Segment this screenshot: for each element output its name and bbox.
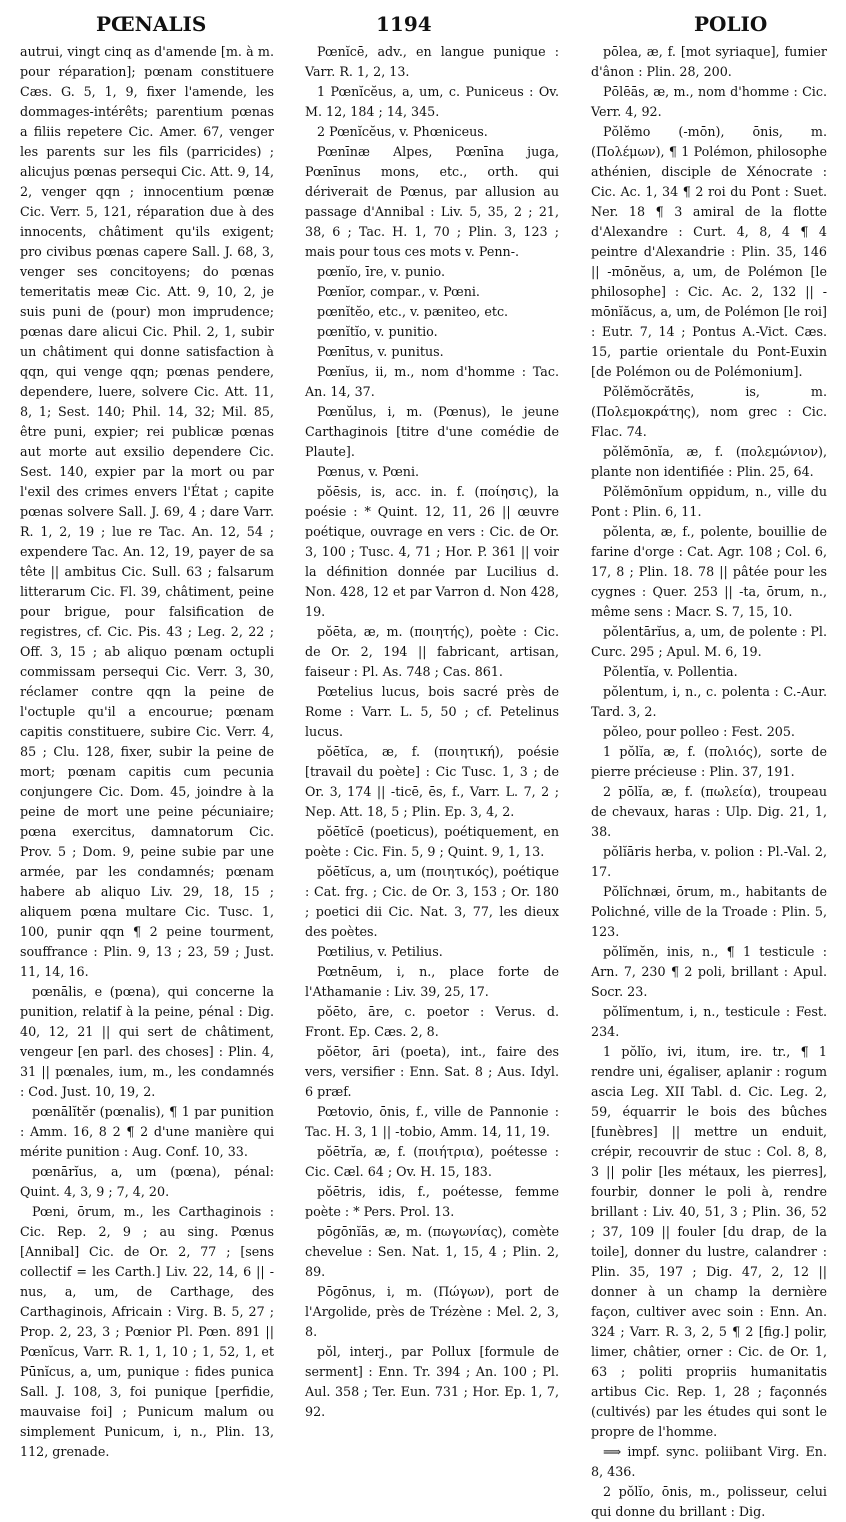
dictionary-entry: pŏlenta, æ, f., polente, bouillie de farine d'orge : Cat. Agr. 108 ; Col. 6, 17, 8 ; Plin. 18. 78 || pâtée pour les cygnes : Quer. 253 || -ta, ōrum, n., même sens : Macr. S. 7, 15, 10. bbox=[591, 524, 827, 619]
column-1 bbox=[20, 42, 274, 1459]
header-right-guideword: POLIO bbox=[694, 12, 768, 36]
column-2 bbox=[305, 42, 559, 1419]
dictionary-entry: pŏētĭcus, a, um (ποιητικός), poétique : Cat. frg. ; Cic. de Or. 3, 153 ; Or. 180 ; poetici dii Cic. Nat. 3, 77, les dieux des poètes. bbox=[305, 864, 559, 939]
dictionary-entry: Pœni, ōrum, m., les Carthaginois : Cic. Rep. 2, 9 ; au sing. Pœnus [Annibal] Cic. de Or. 2, 77 ; [sens collectif = les Carth.] Liv. 22, 14, 6 || -nus, a, um, de Carthage, des Carthaginois, Africain : Virg. B. 5, 27 ; Prop. 2, 23, 3 ; Pœnior Pl. Pœn. 891 || Pœnĭcus, Varr. R. 1, 1, 10 ; 1, 52, 1, et Pūnĭcus, a, um, punique : fides punica Sall. J. 108, 3, foi punique [perfidie, mauvaise foi] ; Punicum malum ou simplement Punicum, i, n., Plin. 13, 112, grenade. bbox=[20, 1204, 274, 1459]
dictionary-entry: Pœnĭus, ii, m., nom d'homme : Tac. An. 14, 37. bbox=[305, 364, 559, 399]
dictionary-entry: pŏētris, idis, f., poétesse, femme poète : * Pers. Prol. 13. bbox=[305, 1184, 559, 1219]
dictionary-entry: pŏēta, æ, m. (ποιητής), poète : Cic. de Or. 2, 194 || fabricant, artisan, faiseur : Pl. As. 748 ; Cas. 861. bbox=[305, 624, 559, 679]
dictionary-entry: Pœtelius lucus, bois sacré près de Rome : Varr. L. 5, 50 ; cf. Petelinus lucus. bbox=[305, 684, 559, 739]
page-number: 1194 bbox=[376, 12, 432, 36]
dictionary-entry: Pœnĭcē, adv., en langue punique : Varr. R. 1, 2, 13. bbox=[305, 44, 559, 79]
dictionary-entry: pŏlĕmōnĭa, æ, f. (πολεμώνιον), plante non identifiée : Plin. 25, 64. bbox=[591, 444, 827, 479]
dictionary-entry: Pœtovio, ōnis, f., ville de Pannonie : Tac. H. 3, 1 || -tobio, Amm. 14, 11, 19. bbox=[305, 1104, 559, 1139]
dictionary-entry: pōlea, æ, f. [mot syriaque], fumier d'ânon : Plin. 28, 200. bbox=[591, 44, 827, 79]
dictionary-entry: autrui, vingt cinq as d'amende [m. à m. pour réparation]; pœnam constituere Cæs. G. 5, 1, 9, fixer l'amende, les dommages-intérêts; parentium pœnas a filiis repetere Cic. Amer. 67, venger les parents sur les fils (parricides) ; alicujus pœnas persequi Cic. Att. 9, 14, 2, venger qqn ; innocentium pœnæ Cic. Verr. 5, 121, réparation due à des innocents, châtiment qu'ils exigent; pro civibus pœnas capere Sall. J. 68, 3, venger ses concitoyens; do pœnas temeritatis meæ Cic. Att. 9, 10, 2, je suis puni de (pour) mon imprudence; pœnas dare alicui Cic. Phil. 2, 1, subir un châtiment qui donne satisfaction à qqn, qui venge qqn; pœnas pendere, dependere, luere, solvere Cic. Att. 11, 8, 1; Sest. 140; Phil. 14, 32; Mil. 85, être puni, expier; rei publicæ pœnas aut morte aut exsilio dependere Cic. Sest. 140, expier par la mort ou par l'exil des crimes envers l'État ; capite pœnas solvere Sall. J. 69, 4 ; dare Varr. R. 1, 2, 19 ; lue re Tac. An. 12, 54 ; expendere Tac. An. 12, 19, payer de sa tête || ambitus Cic. Sull. 63 ; falsarum litterarum Cic. Fl. 39, châtiment, peine pour brigue, pour falsification de registres, cf. Cic. Pis. 43 ; Leg. 2, 22 ; Off. 3, 15 ; ab aliquo pœnam octupli commissam persequi Cic. Verr. 3, 30, réclamer contre qqn la peine de l'octuple qu'il a encourue; pœnam capitis constituere, subire Cic. Verr. 4, 85 ; Clu. 128, fixer, subir la peine de mort; pœnam capitis cum pecunia conjungere Cic. Dom. 45, joindre à la peine de mort une peine pécuniaire; pœna exercitus, damnatorum Cic. Prov. 5 ; Dom. 9, peine subie par une armée, par les condamnés; pœnam habere ab aliquo Liv. 29, 18, 15 ; aliquem pœna multare Cic. Tusc. 1, 100, punir qqn ¶ 2 peine tourment, souffrance : Plin. 9, 13 ; 23, 59 ; Just. 11, 14, 16. bbox=[20, 44, 274, 979]
dictionary-entry: Pœtnēum, i, n., place forte de l'Athamanie : Liv. 39, 25, 17. bbox=[305, 964, 559, 999]
dictionary-entry: pœnārĭus, a, um (pœna), pénal: Quint. 4, 3, 9 ; 7, 4, 20. bbox=[20, 1164, 274, 1199]
dictionary-entry: pŏleo, pour polleo : Fest. 205. bbox=[603, 724, 795, 739]
dictionary-entry: pœnĭtĭo, v. punitio. bbox=[317, 324, 438, 339]
dictionary-entry: 1 pŏlĭa, æ, f. (πολιός), sorte de pierre précieuse : Plin. 37, 191. bbox=[591, 744, 827, 779]
dictionary-entry: pōgōnĭās, æ, m. (πωγωνίας), comète chevelue : Sen. Nat. 1, 15, 4 ; Plin. 2, 89. bbox=[305, 1224, 559, 1279]
dictionary-entry: 1 Pœnĭcĕus, a, um, c. Puniceus : Ov. M. 12, 184 ; 14, 345. bbox=[305, 84, 559, 119]
dictionary-entry: Pŏlĕmōnĭum oppidum, n., ville du Pont : Plin. 6, 11. bbox=[591, 484, 827, 519]
dictionary-entry: pŏlĭmĕn, inis, n., ¶ 1 testicule : Arn. 7, 230 ¶ 2 poli, brillant : Apul. Socr. 23. bbox=[591, 944, 827, 999]
dictionary-entry: Pœtilius, v. Petilius. bbox=[317, 944, 443, 959]
dictionary-entry: pœnālĭtĕr (pœnalis), ¶ 1 par punition : Amm. 16, 8 2 ¶ 2 d'une manière qui mérite punition : Aug. Conf. 10, 33. bbox=[20, 1104, 274, 1159]
dictionary-entry: pŏētrĭa, æ, f. (ποιήτρια), poétesse : Cic. Cæl. 64 ; Ov. H. 15, 183. bbox=[305, 1144, 559, 1179]
text-columns bbox=[0, 42, 846, 1519]
dictionary-entry: pœnĭtĕo, etc., v. pæniteo, etc. bbox=[317, 304, 509, 319]
dictionary-entry: Pŏlĕmo (-mōn), ōnis, m. (Πολέμων), ¶ 1 Polémon, philosophe athénien, disciple de Xénocrate : Cic. Ac. 1, 34 ¶ 2 roi du Pont : Suet. Ner. 18 ¶ 3 amiral de la flotte d'Alexandre : Curt. 4, 8, 4 ¶ 4 peintre d'Alexandrie : Plin. 35, 146 || -mōnĕus, a, um, de Polémon [le philosophe] : Cic. Ac. 2, 132 || -mōnĭăcus, a, um, de Polémon [le roi] : Eutr. 7, 14 ; Pontus A.-Vict. Cæs. 15, partie orientale du Pont-Euxin [de Polémon ou de Polémonium]. bbox=[591, 124, 827, 379]
column-3 bbox=[591, 42, 827, 1519]
dictionary-entry: Pōgōnus, i, m. (Πώγων), port de l'Argolide, près de Trézène : Mel. 2, 3, 8. bbox=[305, 1284, 559, 1339]
dictionary-entry: pŏētĭcē (poeticus), poétiquement, en poète : Cic. Fin. 5, 9 ; Quint. 9, 1, 13. bbox=[305, 824, 559, 859]
dictionary-entry: 2 pŏlĭo, ōnis, m., polisseur, celui qui donne du brillant : Dig. bbox=[591, 1484, 827, 1519]
dictionary-entry: pŏētor, āri (poeta), int., faire des vers, versifier : Enn. Sat. 8 ; Aus. Idyl. 6 præf. bbox=[305, 1044, 559, 1099]
dictionary-entry: Pŏlĭchnæi, ōrum, m., habitants de Polichné, ville de la Troade : Plin. 5, 123. bbox=[591, 884, 827, 939]
dictionary-entry: 2 Pœnĭcĕus, v. Phœniceus. bbox=[317, 124, 488, 139]
dictionary-entry: pŏlentum, i, n., c. polenta : C.-Aur. Tard. 3, 2. bbox=[591, 684, 827, 719]
dictionary-entry: Pœnŭlus, i, m. (Pœnus), le jeune Carthaginois [titre d'une comédie de Plaute]. bbox=[305, 404, 559, 459]
dictionary-entry: pœnĭo, īre, v. punio. bbox=[317, 264, 445, 279]
dictionary-entry: Pōlēās, æ, m., nom d'homme : Cic. Verr. 4, 92. bbox=[591, 84, 827, 119]
dictionary-entry: Pŏlĕmŏcrătēs, is, m. (Πολεμοκράτης), nom grec : Cic. Flac. 74. bbox=[591, 384, 827, 439]
dictionary-entry: pœnālis, e (pœna), qui concerne la punition, relatif à la peine, pénal : Dig. 40, 12, 21 || qui sert de châtiment, vengeur [en parl. des choses] : Plin. 4, 31 || pœnales, ium, m., les condamnés : Cod. Just. 10, 19, 2. bbox=[20, 984, 274, 1099]
running-head bbox=[0, 6, 846, 40]
dictionary-entry: pŏlentārĭus, a, um, de polente : Pl. Curc. 295 ; Apul. M. 6, 19. bbox=[591, 624, 827, 659]
dictionary-entry: Pœnītus, v. punitus. bbox=[317, 344, 444, 359]
dictionary-entry: pŏlĭmentum, i, n., testicule : Fest. 234. bbox=[591, 1004, 827, 1039]
dictionary-entry: pŏēto, āre, c. poetor : Verus. d. Front. Ep. Cæs. 2, 8. bbox=[305, 1004, 559, 1039]
dictionary-entry: pŏētĭca, æ, f. (ποιητική), poésie [travail du poète] : Cic Tusc. 1, 3 ; de Or. 3, 174 || -ticē, ēs, f., Varr. L. 7, 2 ; Nep. Att. 18, 5 ; Plin. Ep. 3, 4, 2. bbox=[305, 744, 559, 819]
dictionary-entry: pŏēsis, is, acc. in. f. (ποίησις), la poésie : * Quint. 12, 11, 26 || œuvre poétique, ouvrage en vers : Cic. de Or. 3, 100 ; Tusc. 4, 71 ; Hor. P. 361 || voir la définition donnée par Lucilius d. Non. 428, 12 et par Varron d. Non 428, 19. bbox=[305, 484, 559, 619]
dictionary-entry: pŏlĭāris herba, v. polion : Pl.-Val. 2, 17. bbox=[591, 844, 827, 879]
header-left-guideword: PŒNALIS bbox=[96, 12, 207, 36]
dictionary-entry: pŏl, interj., par Pollux [formule de serment] : Enn. Tr. 394 ; An. 100 ; Pl. Aul. 358 ; Ter. Eun. 731 ; Hor. Ep. 1, 7, 92. bbox=[305, 1344, 559, 1419]
dictionary-entry: Pœnĭor, compar., v. Pœni. bbox=[317, 284, 480, 299]
dictionary-entry: ⟹ impf. sync. poliibant Virg. En. 8, 436. bbox=[591, 1444, 827, 1479]
dictionary-entry: Pœnus, v. Pœni. bbox=[317, 464, 420, 479]
dictionary-entry: Pŏlentĭa, v. Pollentia. bbox=[603, 664, 738, 679]
dictionary-entry: 2 pōlĭa, æ, f. (πωλεία), troupeau de chevaux, haras : Ulp. Dig. 21, 1, 38. bbox=[591, 784, 827, 839]
dictionary-entry: Pœnīnæ Alpes, Pœnīna juga, Pœnīnus mons, etc., orth. qui dériverait de Pœnus, par allusion au passage d'Annibal : Liv. 5, 35, 2 ; 21, 38, 6 ; Tac. H. 1, 70 ; Plin. 3, 123 ; mais pour tous ces mots v. Penn-. bbox=[305, 144, 559, 259]
dictionary-entry: 1 pŏlĭo, ivi, itum, ire. tr., ¶ 1 rendre uni, égaliser, aplanir : rogum ascia Leg. XII Tabl. d. Cic. Leg. 2, 59, équarrir le bois des bûches [funèbres] || mettre un enduit, crépir, recouvrir de stuc : Col. 8, 8, 3 || polir [les métaux, les pierres], fourbir, donner le poli à, rendre brillant : Liv. 40, 51, 3 ; Plin. 36, 52 ; 37, 109 || fouler [du drap, de la toile], donner du lustre, calandrer : Plin. 35, 197 ; Dig. 47, 2, 12 || donner à un champ la dernière façon, cultiver avec soin : Enn. An. 324 ; Varr. R. 3, 2, 5 ¶ 2 [fig.] polir, limer, châtier, orner : Cic. de Or. 1, 63 ; politi propriis humanitatis artibus Cic. Rep. 1, 28 ; façonnés (cultivés) par les études qui sont le propre de l'homme. bbox=[591, 1044, 827, 1439]
